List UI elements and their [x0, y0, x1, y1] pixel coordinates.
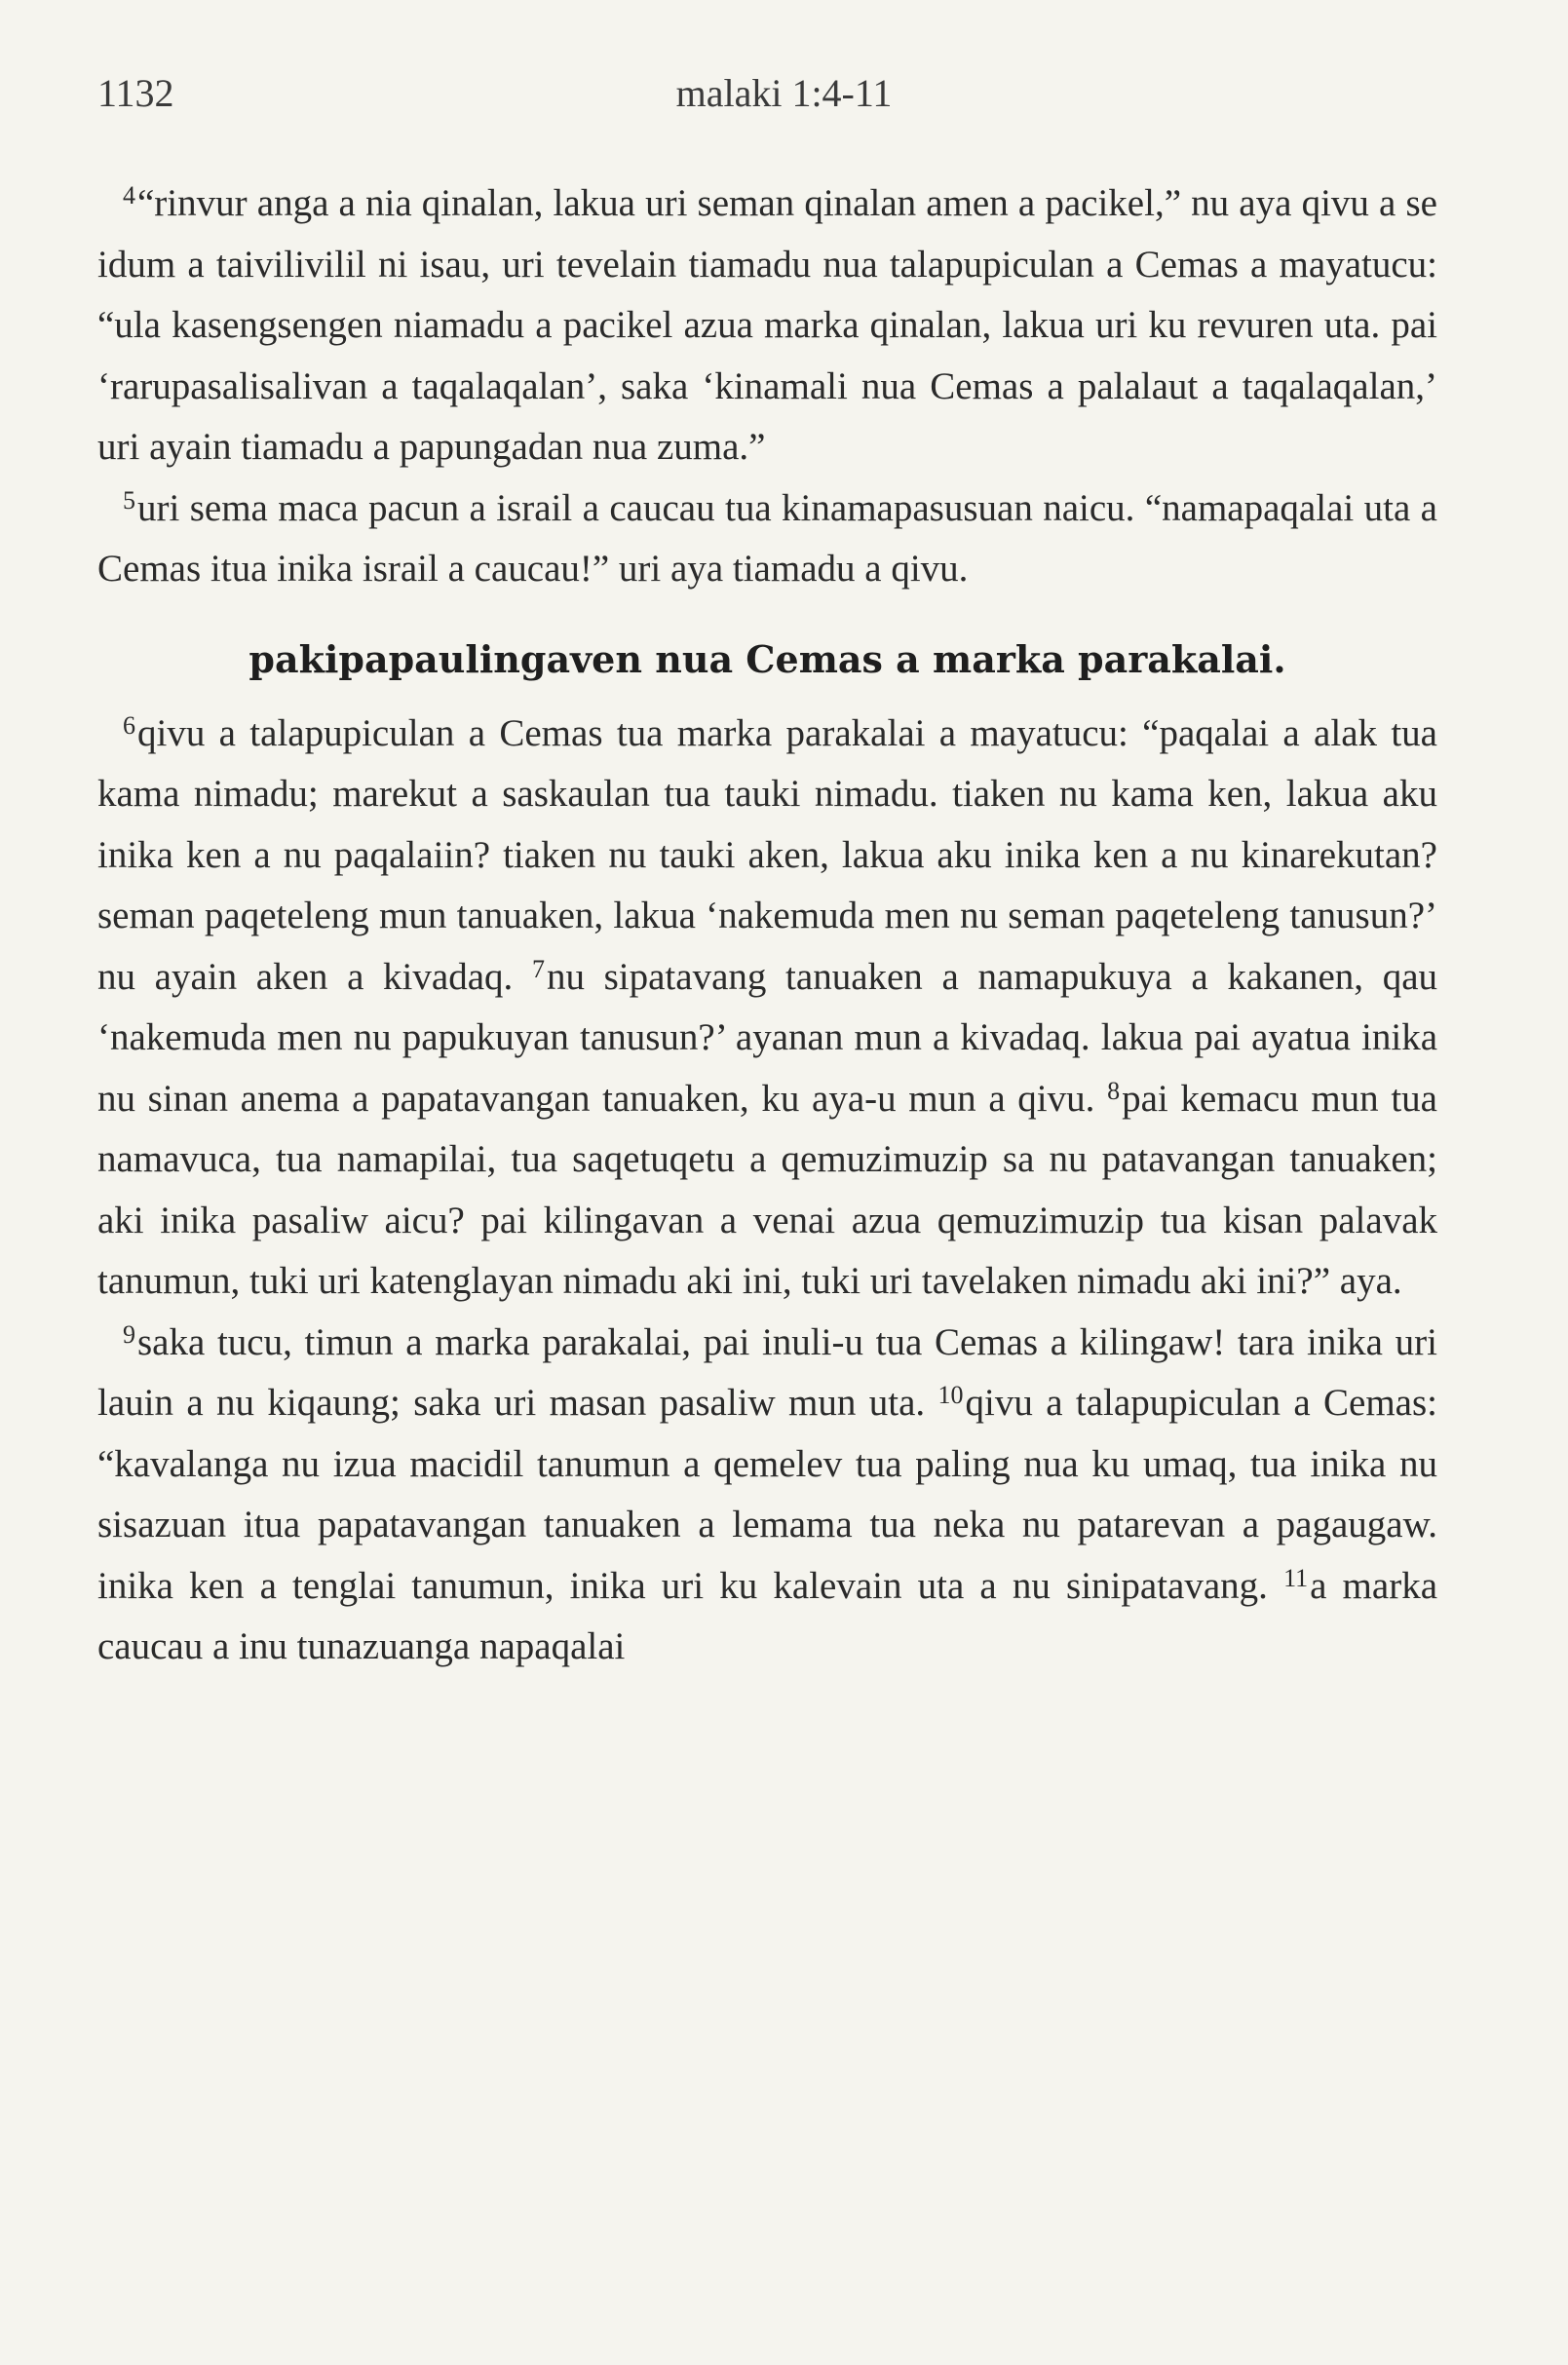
verse-paragraph — [97, 704, 1437, 1313]
verse-number: 6 — [123, 710, 135, 740]
verse-number: 7 — [531, 954, 545, 983]
verse-number: 10 — [937, 1381, 964, 1409]
page-number: 1132 — [97, 71, 174, 115]
verse-text: saka tucu, timun a marka parakalai, pai inuli-u tua Cemas a kilingaw! tara inika uri lauin a nu kiqaung; saka uri masan pasaliw mun uta. — [97, 1320, 1437, 1424]
verse-text: pai kemacu mun tua namavuca, tua namapilai, tua saqetuqetu a qemuzimuzip sa nu patavangan tanuaken; aki inika pasaliw aicu? pai kilingavan a venai azua qemuzimuzip tua kisan palavak tanumun, tuki uri katenglayan nimadu aki ini, tuki uri tavelaken nimadu aki ini?” aya. — [97, 1077, 1437, 1302]
running-head: malaki 1:4-11 — [675, 71, 893, 115]
section-heading: pakipapaulingaven nua Cemas a marka parakalai. — [249, 636, 1286, 681]
verse-paragraph — [97, 478, 1437, 600]
verse-number: 9 — [123, 1319, 135, 1349]
verse-text: qivu a talapupiculan a Cemas tua marka parakalai a mayatucu: “paqalai a alak tua kama nimadu; marekut a saskaulan tua tauki nimadu. tiaken nu kama ken, lakua aku inika ken a nu paqalaiin? tiaken nu tauki aken, lakua aku inika ken a nu kinarekutan? seman paqeteleng mun tanuaken, lakua ‘nakemuda men nu seman paqeteleng tanusun?’ nu ayain aken a kivadaq. — [97, 711, 1437, 998]
verse-text: nu sipatavang tanuaken a namapukuya a kakanen, qau ‘nakemuda men nu papukuyan tanusun?’ ayanan mun a kivadaq. lakua pai ayatua inika nu sinan anema a papatavangan tanuaken, ku aya-u mun a qivu. — [97, 955, 1438, 1120]
verse-text: “rinvur anga a nia qinalan, lakua uri seman qinalan amen a pacikel,” nu aya qivu a se idum a taivilivilil ni isau, uri tevelain tiamadu nua talapupiculan a Cemas a mayatucu: “ula kasengsengen niamadu a pacikel azua marka qinalan, lakua uri ku revuren uta. pai ‘rarupasalisalivan a taqalaqalan’, saka ‘kinamali nua Cemas a palalaut a taqalaqalan,’ uri ayain tiamadu a papungadan nua zuma.” — [97, 182, 1437, 468]
verse-number: 5 — [123, 485, 135, 515]
page-header — [97, 70, 1471, 129]
verse-text: uri sema maca pacun a israil a caucau tua kinamapasusuan naicu. “namapaqalai uta a Cemas itua inika israil a caucau!” uri aya tiamadu a qivu. — [97, 486, 1437, 590]
verse-text: a marka caucau a inu tunazuanga napaqalai — [97, 1564, 1438, 1667]
verse-paragraph — [97, 1313, 1437, 1678]
verse-number: 4 — [123, 181, 135, 210]
verse-paragraph — [97, 173, 1437, 478]
verse-text: qivu a talapupiculan a Cemas: “kavalanga nu izua macidil tanumun a qemelev tua paling nua ku umaq, tua inika nu sisazuan itua papatavangan tanuaken a lemama tua neka nu patarevan a pagaugaw. inika ken a tenglai tanumun, inika uri ku kalevain uta a nu sinipatavang. — [97, 1382, 1438, 1607]
verse-number: 8 — [1107, 1076, 1121, 1105]
body-text — [97, 173, 1437, 1678]
verse-number: 11 — [1283, 1563, 1309, 1592]
